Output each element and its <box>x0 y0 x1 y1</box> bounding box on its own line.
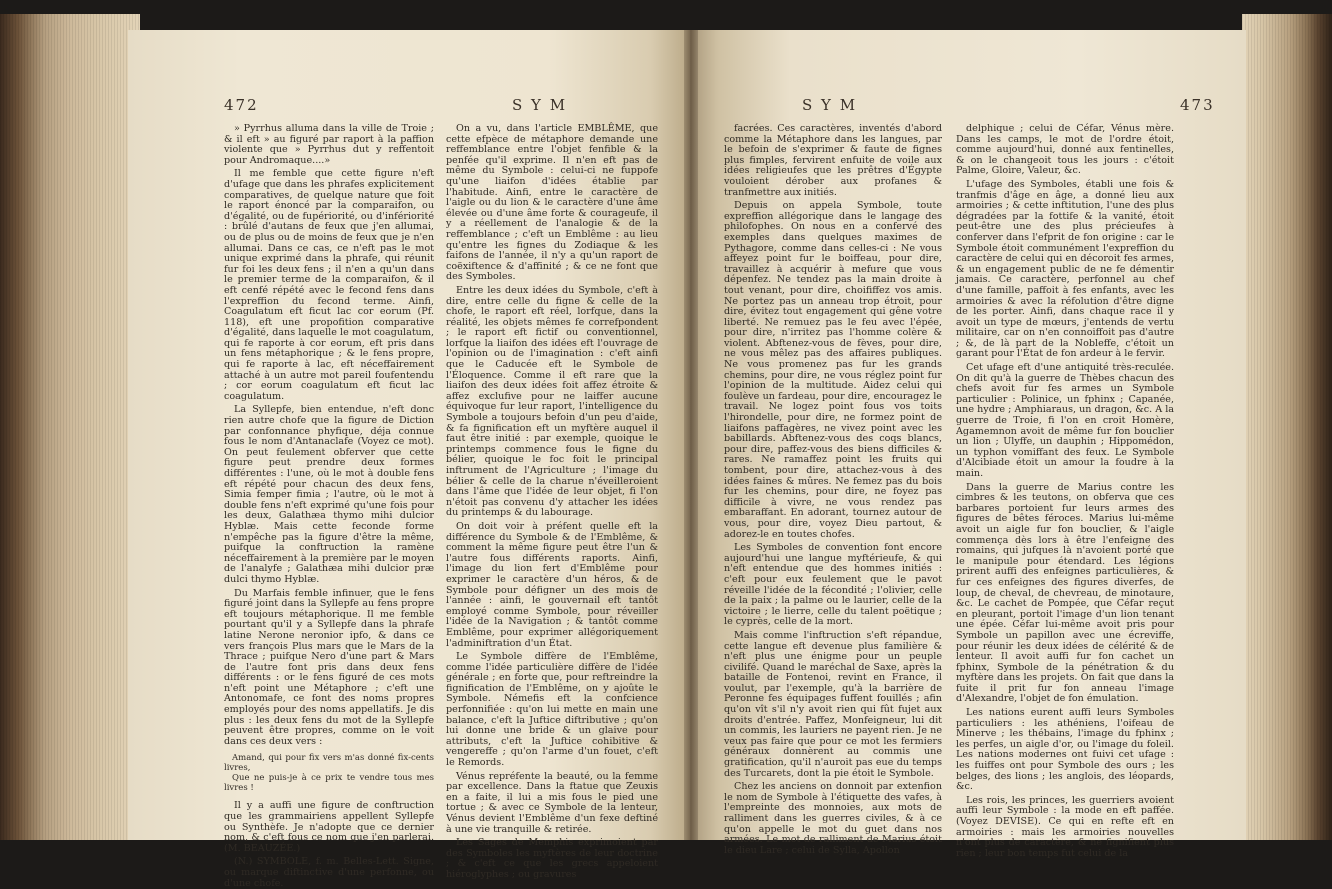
verse-line: Amand, qui pour fix vers m'as donné fix-cents livres, <box>224 753 434 774</box>
left-column-1 <box>224 123 434 889</box>
paragraph: On a vu, dans l'article EMBLÊME, que cette efpèce de métaphore demande une reffemblance entre l'objet fenfible & la penfée qu'il exprime. Il n'en eft pas de même du Symbole : celui-ci ne fuppofe qu'une liaifon d'idées établie par l'habitude. Ainfi, entre le caractère de l'aigle ou du lion & le caractère d'une âme élevée ou d'une âme forte & courageufe, il y a réellement de l'analogie & de la reffemblance ; c'eft un Emblême : au lieu qu'entre les fignes du Zodiaque & les faifons de l'année, il n'y a qu'un raport de coëxiftence & d'affinité ; & ce ne font que des Symboles. <box>446 123 658 283</box>
paragraph: Le Symbole diffère de l'Emblême, comme l'idée particulière diffère de l'idée générale ; en forte que, pour reftreindre la fignification de l'Emblême, on y ajoûte le Symbole. Némefis eft la confcience perfonnifiée : qu'on lui mette en main une balance, c'eft la Juftice diftributive ; qu'on lui donne une bride & un glaive pour attributs, c'eft la Juftice cohibitive & vengereffe ; qu'on l'arme d'un fouet, c'eft le Remords. <box>446 651 658 769</box>
paragraph: delphique ; celui de Céfar, Vénus mère. Dans les camps, le mot de l'ordre étoit, comme aujourd'hui, donné aux fentinelles, & on le changeoit tous les jours : c'étoit Palme, Gloire, Valeur, &c. <box>956 123 1174 177</box>
paragraph: Chez les anciens on donnoit par extenfion le nom de Symbole à l'étiquette des vafes, à l'empreinte des monnoies, aux mots de ralliment dans les guerres civiles, & à ce qu'on appelle le mot du guet dans nos armées. Le mot de ralliment de Marius étoit le dieu Lare ; celui de Sylla, Apollon <box>724 781 942 856</box>
paragraph: Dans la guerre de Marius contre les cimbres & les teutons, on obferva que ces barbares portoient fur leurs armes des figures de bêtes féroces. Marius lui-même avoit un aigle fur fon bouclier, & l'aigle commença dès lors à être l'enfeigne des romains, qui jufques là n'avoient porté que le manipule pour étendard. Les légions prirent auffi des enfeignes particulières, & fur ces enfeignes des figures diverfes, de loup, de cheval, de chevreau, de minotaure, &c. Le cachet de Pompée, que Céfar reçut en pleurant, portoit l'image d'un lion tenant une épée. Céfar lui-même avoit pris pour Symbole un papillon avec une écreviffe, pour réunir les deux idées de célérité & de lenteur. Il avoit auffi fur fon cachet un fphinx, Symbole de la pénétration & du myftère dans les projets. On fait que dans la fuite il prit fur fon anneau l'image d'Alexandre, l'objet de fon émulation. <box>956 481 1174 705</box>
paragraph: Il me femble que cette figure n'eft d'ufage que dans les phrafes explicitement comparatives, de quelque nature que foit le raport énoncé par la comparaifon, ou d'égalité, ou de fupériorité, ou d'infériorité : brûlé d'autans de feux que j'en allumai, ou de plus ou de moins de feux que je n'en allumai. Dans ce cas, ce n'eft pas le mot unique exprimé dans la phrafe, qui réunit fur foi les deux fens ; il n'en a qu'un dans le premier terme de la comparaifon, & il eft cenfé répété avec le fecond fens dans l'expreffion du fecond terme. Ainfi, Coagulatum eft ficut lac cor eorum (Pf. 118), eft une propofition comparative d'égalité, dans laquelle le mot coagulatum, qui fe raporte à cor eorum, eft pris dans un fens métaphorique ; & le fens propre, qui fe raporte à lac, eft néceffairement attaché à un autre mot pareil foufentendu ; cor eorum coagulatum eft ficut lac coagulatum. <box>224 168 434 402</box>
paragraph: Les rois, les princes, les guerriers avoient auffi leur Symbole : la mode en eft paffée. (Voyez DEVISE). Ce qui en refte eft en armoiries : mais les armoiries nouvelles n'ont plus de caractère, & ne fignifient plus rien ; leur bon temps fut celui de la <box>956 794 1174 859</box>
paragraph: La Syllepfe, bien entendue, n'eft donc rien autre chofe que la figure de Diction par confonnance phyfique, déja connue fous le nom d'Antanaclafe (Voyez ce mot). On peut feulement obferver que cette figure peut prendre deux formes différentes : l'une, où le mot à double fens eft répété pour chacun des deux fens, Simia femper fimia ; l'autre, où le mot à double fens n'eft exprimé qu'une fois pour les deux, Galathæa thymo mihi dulcior Hyblæ. Mais cette feconde forme n'empêche pas la figure d'être la même, puifque la conftruction la ramène néceffairement à la première par le moyen de l'analyfe ; Galathæa mihi dulcior præ dulci thymo Hyblæ. <box>224 404 434 585</box>
right-page-number: 473 <box>1180 96 1215 114</box>
paragraph: Les Sages de Memphis exprimoient par des Symboles les myftères de leur doctrine ; & c'eft ce que les grecs appeloient hiéroglyphes ; ou gravures <box>446 837 658 880</box>
left-page <box>128 30 690 889</box>
left-column-2 <box>446 123 658 880</box>
left-page-number: 472 <box>224 96 259 114</box>
right-page-edges <box>1242 14 1332 840</box>
right-column-1 <box>724 123 942 856</box>
paragraph: facrées. Ces caractères, inventés d'abord comme la Métaphore dans les langues, par le befoin de s'exprimer & faute de fignes plus fimples, fervirent enfuite de voile aux idées religieufes que les prêtres d'Égypte vouloient dérober aux profanes & tranfmettre aux initiés. <box>724 123 942 198</box>
paragraph: Cet ufage eft d'une antiquité très-reculée. On dit qu'à la guerre de Thèbes chacun des chefs avoit fur fes armes un Symbole particulier : Polinice, un fphinx ; Capanée, une hydre ; Amphiaraus, un dragon, &c. A la guerre de Troie, fi l'on en croit Homère, Agamemnon avoit de même fur fon bouclier un lion ; Ulyffe, un dauphin ; Hippomédon, un typhon vomiffant des feux. Le Symbole d'Alcibiade étoit un amour la foudre à la main. <box>956 362 1174 479</box>
paragraph: Vénus repréfente la beauté, ou la femme par excellence. Dans la ftatue que Zeuxis en a faite, il lui a mis fous le pied une tortue ; & avec ce Symbole de la lenteur, Vénus devient l'Emblême d'un fexe deftiné à une vie tranquille & retirée. <box>446 770 658 835</box>
paragraph: Les nations eurent auffi leurs Symboles particuliers : les athéniens, l'oifeau de Minerve ; les thébains, l'image du fphinx ; les perfes, un aigle d'or, ou l'image du foleil. Les nations modernes ont fuivi cet ufage : les fuiffes ont pour Symbole des ours ; les belges, des lions ; les anglois, des léopards, &c. <box>956 707 1174 793</box>
right-running-head-center: S Y M <box>802 96 858 114</box>
paragraph: Les Symboles de convention font encore aujourd'hui une langue myftérieufe, & qui n'eft entendue que des hommes initiés : c'eft pour eux feulement que le pavot réveille l'idée de la fécondité ; l'olivier, celle de la paix ; la palme ou le laurier, celle de la victoire ; le lierre, celle du talent poëtique ; le cyprès, celle de la mort. <box>724 542 942 628</box>
entry-heading: (N.) SYMBOLE, f. m. Belles-Lett. Signe, ou marque diftinctive d'une perfonne, ou d'une chofe. <box>224 856 434 889</box>
left-page-edges <box>0 14 140 840</box>
paragraph: Depuis on appela Symbole, toute expreffion allégorique dans le langage des philofophes. On nous en a confervé des exemples dans quelques maximes de Pythagore, comme dans celles-ci : Ne vous affeyez point fur le boiffeau, pour dire, travaillez à acquérir à mefure que vous dépenfez. Ne tendez pas la main droite à tout venant, pour dire, choififfez vos amis. Ne portez pas un anneau trop étroit, pour dire, évitez tout engagement qui gêne votre liberté. Ne remuez pas le feu avec l'épée, pour dire, n'irritez pas l'homme colère & violent. Abftenez-vous de fèves, pour dire, ne vous mêlez pas des affaires publiques. Ne vous promenez pas fur les grands chemins, pour dire, ne vous réglez point fur l'opinion de la multitude. Aidez celui qui foulève un fardeau, pour dire, encouragez le travail. Ne logez point fous vos toits l'hirondelle, pour dire, ne formez point de liaifons paffagères, ne vivez point avec les babillards. Abftenez-vous des coqs blancs, pour dire, paffez-vous des biens difficiles & rares. Ne ramaffez point les fruits qui tombent, pour dire, attachez-vous à des idées faines & mûres. Ne femez pas du bois fur les chemins, pour dire, ne foyez pas difficile à vivre, ne vous rendez pas embaraffant. En adorant, tournez autour de vous, pour dire, voyez Dieu partout, & adorez-le en toutes chofes. <box>724 200 942 540</box>
paragraph: Entre les deux idées du Symbole, c'eft à dire, entre celle du figne & celle de la chofe, le raport eft réel, lorfque, dans la réalité, les objets mêmes fe correfpondent ; le raport eft fictif ou conventionnel, lorfque la liaifon des idées eft l'ouvrage de l'opinion ou de l'imagination : c'eft ainfi que le Caducée eft le Symbole de l'Éloquence. Comme il eft rare que la liaifon des deux idées foit affez étroite & affez exclufive pour ne laiffer aucune équivoque fur leur raport, l'intelligence du Symbole a toujours befoin d'un peu d'aide, & fa fignification eft un myftère auquel il faut être initié : par exemple, quoique le printemps commence fous le figne du bélier, quoique le foc foit le principal inftrument de l'Agriculture ; l'image du bélier & celle de la charue n'éveilleroient dans l'âme que l'idée de leur objet, fi l'on n'étoit pas convenu d'y attacher les idées du printemps & du labourage. <box>446 284 658 519</box>
right-column-2 <box>956 123 1174 859</box>
verse-quote <box>224 753 434 793</box>
left-running-head: S Y M <box>512 96 568 114</box>
right-page <box>690 30 1246 859</box>
paragraph: » Pyrrhus alluma dans la ville de Troie ; & il eft » au figuré par raport à la paffion violente que » Pyrrhus dut y reffentoit pour Andromaque....» <box>224 123 434 166</box>
paragraph: Il y a auffi une figure de conftruction que les grammairiens appellent Syllepfe ou Synthèfe. Je n'adopte que ce dernier nom, & c'eft fous ce nom que j'en parlerai. (M. BEAUZÉE.) <box>224 800 434 854</box>
paragraph: Mais comme l'inftruction s'eft répandue, cette langue eft devenue plus familière & n'eft plus une énigme pour un peuple civilifé. Quand le maréchal de Saxe, après la bataille de Fontenoi, revint en France, il voulut, par l'exemple, qu'à la barrière de Peronne fes équipages fuffent fouillés ; afin qu'on vît s'il n'y avoit rien qui fût fujet aux droits d'entrée. Paffez, Monfeigneur, lui dit un commis, les lauriers ne payent rien. Je ne veux pas faire que pour ce mot les fermiers généraux donnèrent au commis une gratification, qu'il n'auroit pas eue du temps des Turcarets, dont la pie étoit le Symbole. <box>724 629 942 779</box>
paragraph: On doit voir à préfent quelle eft la différence du Symbole & de l'Emblême, & comment la même figure peut être l'un & l'autre fous différents raports. Ainfi, l'image du lion fert d'Emblême pour exprimer le caractère d'un héros, & de Symbole pour défigner un des mois de l'année : ainfi, le gouvernail eft tantôt employé comme Symbole, pour réveiller l'idée de la Navigation ; & tantôt comme Emblême, pour exprimer allégoriquement l'adminiftration d'un État. <box>446 520 658 649</box>
book-gutter <box>684 30 698 840</box>
paragraph: L'ufage des Symboles, établi une fois & tranfmis d'âge en âge, a donné lieu aux armoiries ; & cette inftitution, l'une des plus dégradées par la fottife & la vanité, étoit peut-être une des plus précieufes à conferver dans l'efprit de fon origine : car le Symbole étoit communément l'expreffion du caractère de celui qui en décoroit fes armes, & un engagement public de ne fe démentir jamais. Ce caractère, perfonnel au chef d'une famille, paffoit à fes enfants, avec les armoiries & avec la réfolution d'être digne de les porter. Ainfi, dans chaque race il y avoit un type de mœurs, j'entends de vertu militaire, car on n'en connoiffoit pas d'autre ; &, de là part de la Nobleffe, c'étoit un garant pour l'État de fon ardeur à le fervir. <box>956 178 1174 360</box>
verse-line: Que ne puis-je à ce prix te vendre tous mes livres ! <box>224 773 434 794</box>
paragraph: Du Marfais femble infinuer, que le fens figuré joint dans la Syllepfe au fens propre eft toujours métaphorique. Il me femble pourtant qu'il y a Syllepfe dans la phrafe latine Nerone neronior ipfo, & dans ce vers françois Plus mars que le Mars de la Thrace ; puifque Nero d'une part & Mars de l'autre font pris dans deux fens différents : or le fens figuré de ces mots n'eft point une Métaphore ; c'eft une Antonomafe, ce font des noms propres employés pour des noms appellatifs. Je dis plus : les deux fens du mot de la Syllepfe peuvent être propres, comme on le voit dans ces deux vers : <box>224 587 434 747</box>
